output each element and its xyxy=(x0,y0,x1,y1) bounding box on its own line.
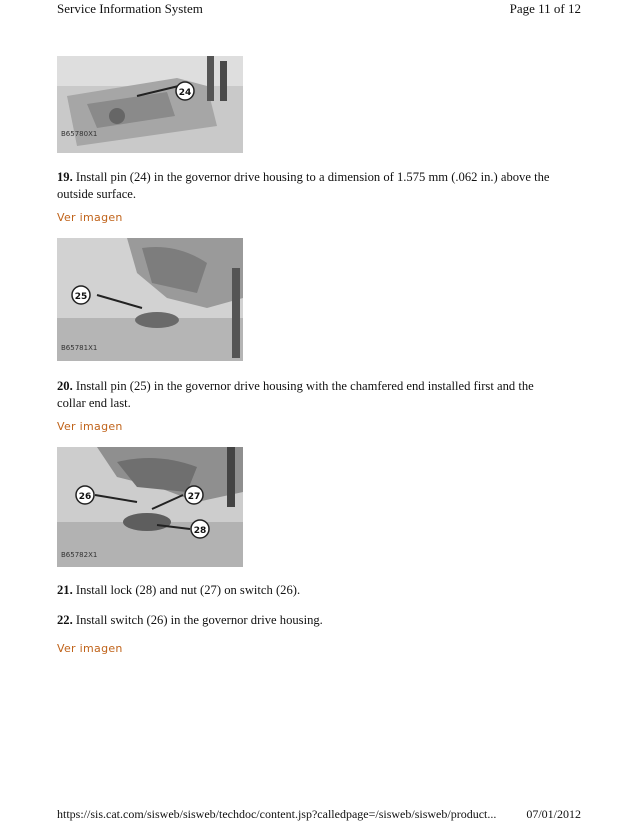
figure-b65782x1 xyxy=(57,447,243,567)
figure-caption: B65780X1 xyxy=(61,130,98,138)
ver-imagen-link-1[interactable]: Ver imagen xyxy=(57,211,123,224)
figure-caption: B65781X1 xyxy=(61,344,98,352)
ver-imagen-link-2[interactable]: Ver imagen xyxy=(57,420,123,433)
step-22: 22. Install switch (26) in the governor drive housing. xyxy=(57,613,323,627)
step-21: 21. Install lock (28) and nut (27) on switch (26). xyxy=(57,583,301,597)
engine-housing-photo-3 xyxy=(57,447,243,567)
footer-url: https://sis.cat.com/sisweb/sisweb/techdoc/content.jsp?calledpage=/sisweb/sisweb/product... xyxy=(57,807,497,821)
callout-27: 27 xyxy=(187,492,201,502)
engine-housing-photo-1 xyxy=(57,56,243,153)
step-19: 19. Install pin (24) in the governor drive housing to a dimension of 1.575 mm (.062 in.) above the outside surface. xyxy=(57,170,550,201)
callout-25: 25 xyxy=(74,292,88,302)
figure-b65781x1 xyxy=(57,238,243,361)
step-20: 20. Install pin (25) in the governor drive housing with the chamfered end installed first and the collar end last. xyxy=(57,379,534,410)
callout-28: 28 xyxy=(193,526,207,536)
ver-imagen-link-3[interactable]: Ver imagen xyxy=(57,642,123,655)
callout-26: 26 xyxy=(78,492,92,502)
callout-24: 24 xyxy=(178,88,192,98)
header-title: Service Information System xyxy=(57,1,203,16)
engine-housing-photo-2 xyxy=(57,238,243,361)
footer-date: 07/01/2012 xyxy=(526,807,581,821)
page-number: Page 11 of 12 xyxy=(509,1,581,16)
figure-b65780x1 xyxy=(57,56,243,153)
figure-caption: B65782X1 xyxy=(61,551,98,559)
